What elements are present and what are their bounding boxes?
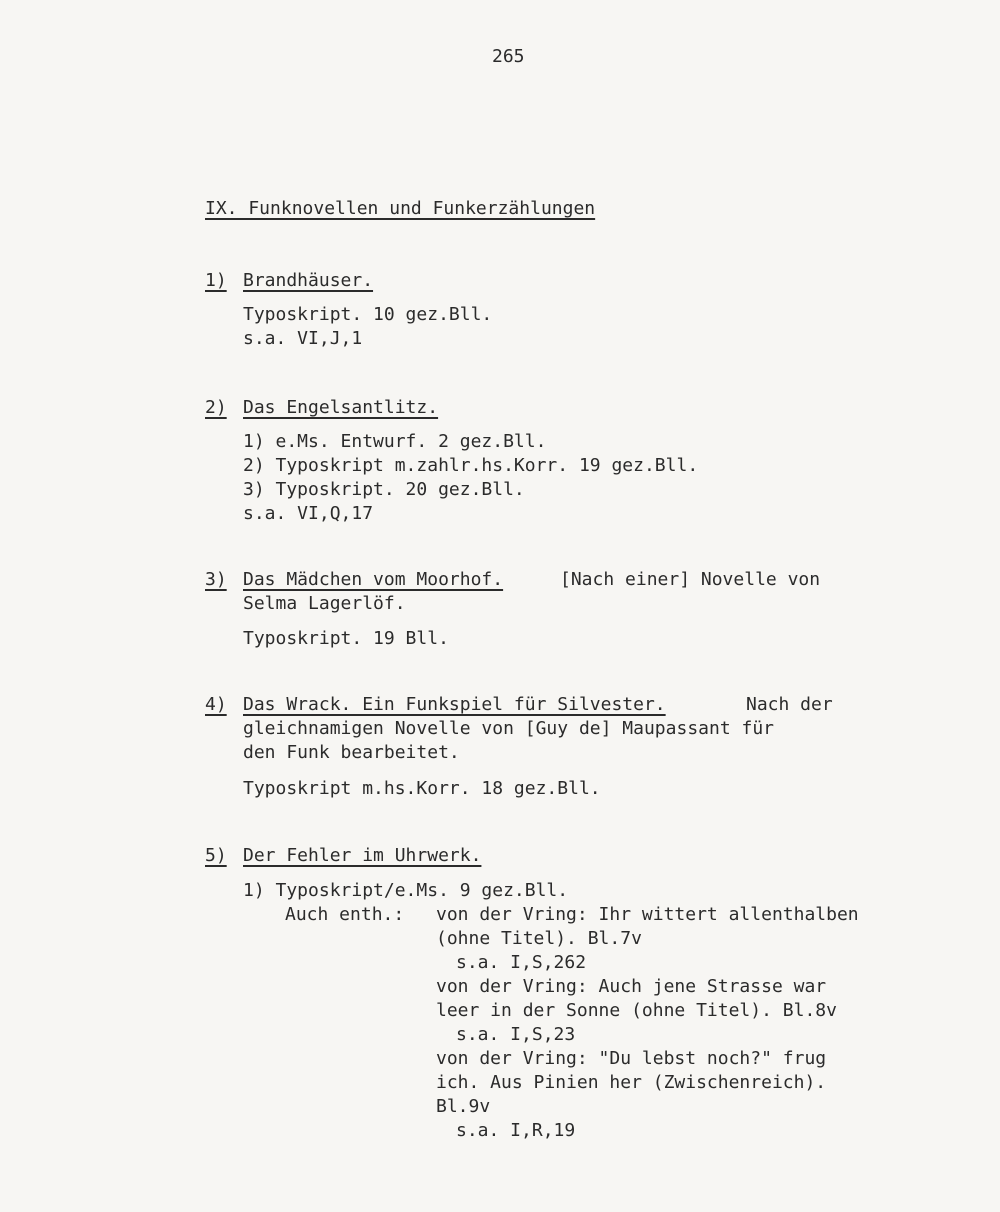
entry-line: Typoskript. 10 gez.Bll.: [243, 304, 493, 325]
entry-title-continued: Selma Lagerlöf.: [243, 593, 406, 614]
entry-line: 3) Typoskript. 20 gez.Bll.: [243, 479, 525, 500]
entry-line: 1) Typoskript/e.Ms. 9 gez.Bll.: [243, 880, 569, 901]
entry-line: s.a. I,S,23: [456, 1024, 576, 1045]
entry-line: Auch enth.:: [285, 904, 405, 925]
entry-line: von der Vring: Ihr wittert allenthalben: [436, 904, 859, 925]
entry-title: Der Fehler im Uhrwerk.: [243, 845, 482, 866]
entry-title: Brandhäuser.: [243, 270, 374, 291]
entry-title-rest: Nach der: [746, 694, 833, 715]
entry-title: Das Wrack. Ein Funkspiel für Silvester.: [243, 694, 666, 715]
entry-title: Das Mädchen vom Moorhof.: [243, 569, 504, 590]
entry-number: 1): [205, 270, 227, 291]
entry-line: von der Vring: Auch jene Strasse war: [436, 976, 827, 997]
entry-line: leer in der Sonne (ohne Titel). Bl.8v: [436, 1000, 837, 1021]
entry-title-continued: den Funk bearbeitet.: [243, 742, 460, 763]
entry-line: von der Vring: "Du lebst noch?" frug: [436, 1048, 827, 1069]
entry-line: s.a. VI,J,1: [243, 328, 363, 349]
entry-line: s.a. VI,Q,17: [243, 503, 374, 524]
entry-title-continued: gleichnamigen Novelle von [Guy de] Maupassant für: [243, 718, 775, 739]
entry-line: Typoskript. 19 Bll.: [243, 628, 449, 649]
entry-number: 2): [205, 397, 227, 418]
entry-number: 4): [205, 694, 227, 715]
entry-line: 2) Typoskript m.zahlr.hs.Korr. 19 gez.Bll.: [243, 455, 699, 476]
page-number: 265: [492, 46, 525, 67]
section-title: IX. Funknovellen und Funkerzählungen: [205, 198, 596, 219]
entry-title-rest: [Nach einer] Novelle von: [560, 569, 821, 590]
entry-line: s.a. I,R,19: [456, 1120, 576, 1141]
entry-number: 3): [205, 569, 227, 590]
entry-title: Das Engelsantlitz.: [243, 397, 439, 418]
entry-line: Bl.9v: [436, 1096, 491, 1117]
entry-line: Typoskript m.hs.Korr. 18 gez.Bll.: [243, 778, 601, 799]
entry-number: 5): [205, 845, 227, 866]
entry-line: (ohne Titel). Bl.7v: [436, 928, 642, 949]
entry-line: 1) e.Ms. Entwurf. 2 gez.Bll.: [243, 431, 547, 452]
entry-line: s.a. I,S,262: [456, 952, 587, 973]
entry-line: ich. Aus Pinien her (Zwischenreich).: [436, 1072, 827, 1093]
